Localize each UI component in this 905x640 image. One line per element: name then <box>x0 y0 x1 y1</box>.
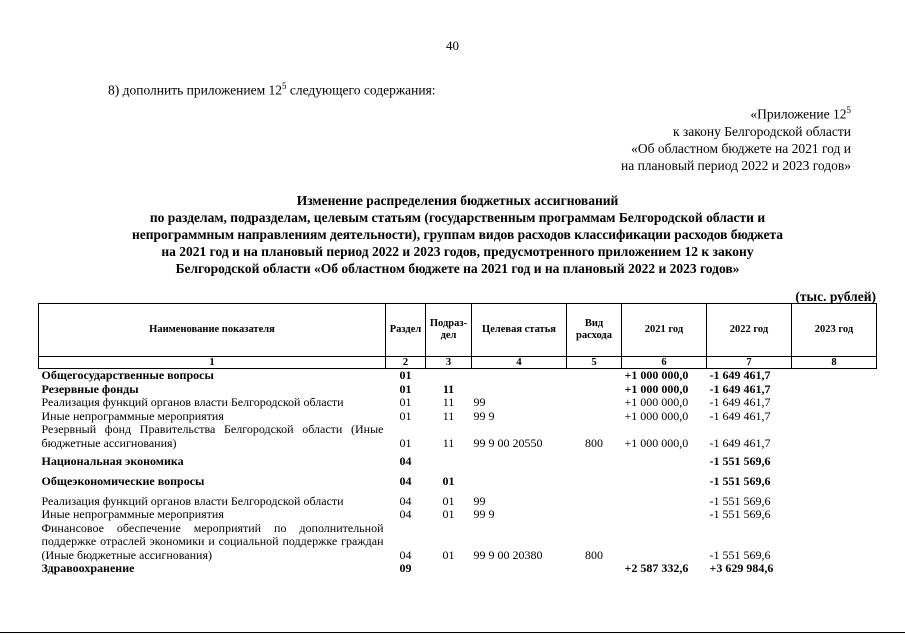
row-2022: -1 649 461,7 <box>709 408 771 423</box>
row-name: Иные непрограммные мероприятия <box>41 507 224 521</box>
row-razdel: 01 <box>399 435 412 450</box>
row-2023 <box>792 522 877 563</box>
row-vid <box>567 508 622 522</box>
table-row <box>39 383 877 397</box>
title-line4: на 2021 год и на плановый период 2022 и 2023 годов, предусмотренного приложением 12 к закону <box>161 244 754 259</box>
row-2022: -1 551 569,6 <box>709 453 771 468</box>
row-razdel: 09 <box>399 561 412 575</box>
header-target: Целевая статья <box>472 304 567 357</box>
col-number: 8 <box>792 357 877 369</box>
page-bottom-rule <box>0 632 905 633</box>
row-2021: +1 000 000,0 <box>624 368 689 382</box>
col-number: 2 <box>386 357 426 369</box>
intro-sup: 5 <box>282 81 287 91</box>
header-2021: 2021 год <box>622 304 707 357</box>
row-target: 99 9 <box>473 507 495 521</box>
row-2023 <box>792 450 877 468</box>
row-name: Иные непрограммные мероприятия <box>41 408 224 423</box>
row-2023 <box>792 369 877 383</box>
row-name: Реализация функций органов власти Белгородской области <box>41 493 344 508</box>
row-target: 99 9 00 20550 <box>473 435 543 450</box>
row-razdel: 01 <box>399 408 412 423</box>
row-podrazdel: 11 <box>442 408 455 423</box>
row-vid: 800 <box>585 547 603 562</box>
row-2021: +1 000 000,0 <box>624 408 689 423</box>
table-row <box>39 488 877 508</box>
header-2022: 2022 год <box>707 304 792 357</box>
row-vid <box>567 383 622 397</box>
intro-text <box>108 81 436 99</box>
row-podrazdel <box>426 562 472 576</box>
col-number: 6 <box>622 357 707 369</box>
row-vid <box>567 468 622 488</box>
appendix-line2: к закону Белгородской области <box>673 123 851 139</box>
row-vid <box>567 369 622 383</box>
row-target <box>472 369 567 383</box>
row-podrazdel: 11 <box>442 435 455 450</box>
table-row <box>39 423 877 450</box>
row-2021 <box>622 488 707 508</box>
table-row <box>39 450 877 468</box>
table-number-row <box>39 357 877 369</box>
row-2021: +2 587 332,6 <box>624 561 689 575</box>
col-number: 5 <box>567 357 622 369</box>
row-2023 <box>792 383 877 397</box>
appendix-line4: на плановый период 2022 и 2023 годов» <box>620 157 851 173</box>
title-line1: Изменение распределения бюджетных ассигнований <box>296 193 619 208</box>
appendix-line1: «Приложение 12 <box>750 106 847 122</box>
row-podrazdel: 01 <box>442 547 455 562</box>
row-target <box>472 468 567 488</box>
row-vid <box>567 562 622 576</box>
row-2021: +1 000 000,0 <box>624 381 689 396</box>
col-number: 7 <box>707 357 792 369</box>
document-title <box>40 192 875 277</box>
row-vid <box>567 396 622 410</box>
row-name: Резервные фонды <box>41 381 139 396</box>
row-2023 <box>792 423 877 450</box>
row-2021 <box>622 508 707 522</box>
appendix-line3: «Об областном бюджете на 2021 год и <box>631 140 851 156</box>
intro-rest: следующего содержания: <box>286 82 436 98</box>
row-2022: -1 649 461,7 <box>709 381 771 396</box>
table-row <box>39 369 877 383</box>
col-number: 4 <box>472 357 567 369</box>
row-2021 <box>622 450 707 468</box>
row-target: 99 <box>473 395 486 409</box>
row-name: Общегосударственные вопросы <box>41 368 214 382</box>
row-razdel: 04 <box>399 493 412 508</box>
row-razdel: 04 <box>399 473 412 488</box>
header-vid: Вид расхода <box>567 304 622 357</box>
row-razdel: 04 <box>399 507 412 521</box>
row-2022: +3 629 984,6 <box>709 561 774 575</box>
row-2022: -1 649 461,7 <box>709 368 771 382</box>
row-vid <box>567 488 622 508</box>
row-target <box>472 450 567 468</box>
table-row <box>39 396 877 410</box>
title-line2: по разделам, подразделам, целевым статьям (государственным программам Белгородской области и <box>149 210 766 225</box>
row-2023 <box>792 562 877 576</box>
row-2023 <box>792 508 877 522</box>
row-name: Реализация функций органов власти Белгородской области <box>41 395 344 409</box>
row-podrazdel <box>426 450 472 468</box>
col-number: 1 <box>39 357 386 369</box>
row-target: 99 9 <box>473 408 495 423</box>
row-2021: +1 000 000,0 <box>624 435 689 450</box>
row-2022: -1 649 461,7 <box>709 435 771 450</box>
row-2022: -1 551 569,6 <box>709 507 771 521</box>
row-razdel: 04 <box>399 547 412 562</box>
header-podrazdel: Подраз-дел <box>426 304 472 357</box>
table-row <box>39 508 877 522</box>
row-vid: 800 <box>585 435 603 450</box>
row-2023 <box>792 396 877 410</box>
row-vid <box>567 450 622 468</box>
row-2022: -1 551 569,6 <box>709 473 771 488</box>
table-row <box>39 522 877 563</box>
table-row <box>39 468 877 488</box>
header-2023: 2023 год <box>792 304 877 357</box>
header-name: Наименование показателя <box>39 304 386 357</box>
row-vid <box>567 410 622 424</box>
row-2021 <box>622 468 707 488</box>
header-razdel: Раздел <box>386 304 426 357</box>
title-line5: Белгородской области «Об областном бюджете на 2021 год и на плановый 2022 и 2023 годов» <box>175 261 740 276</box>
units-label: (тыс. рублей) <box>795 289 876 304</box>
row-2023 <box>792 468 877 488</box>
row-2023 <box>792 488 877 508</box>
table-row <box>39 562 877 576</box>
row-name: Национальная экономика <box>41 453 184 468</box>
row-name: Общеэкономические вопросы <box>41 473 205 488</box>
row-target <box>472 562 567 576</box>
title-line3: непрограммным направлениям деятельности), группам видов расходов классификации расходов бюджета <box>131 227 784 242</box>
row-2021: +1 000 000,0 <box>624 395 689 409</box>
row-podrazdel: 01 <box>442 507 455 521</box>
intro-main: 8) дополнить приложением 12 <box>108 82 283 98</box>
row-podrazdel: 11 <box>442 395 455 409</box>
budget-table <box>38 303 877 576</box>
row-target: 99 9 00 20380 <box>473 547 543 562</box>
col-number: 3 <box>426 357 472 369</box>
row-podrazdel: 11 <box>442 381 455 396</box>
row-2023 <box>792 410 877 424</box>
table-row <box>39 410 877 424</box>
row-podrazdel: 01 <box>442 473 455 488</box>
row-razdel: 01 <box>399 381 412 396</box>
row-name: Финансовое обеспечение мероприятий по дополнительной поддержке отраслей экономики и социальной поддержке граждан (Иные бюджетные ассигнования) <box>41 520 384 562</box>
row-target: 99 <box>473 493 486 508</box>
row-name: Здравоохранение <box>41 561 135 575</box>
row-podrazdel <box>426 369 472 383</box>
row-target <box>472 383 567 397</box>
row-2022: -1 551 569,6 <box>709 493 771 508</box>
row-podrazdel: 01 <box>442 493 455 508</box>
appendix-line1-sup: 5 <box>846 105 851 115</box>
row-2022: -1 649 461,7 <box>709 395 771 409</box>
row-2021 <box>622 522 707 563</box>
table-header-row <box>39 304 877 357</box>
row-name: Резервный фонд Правительства Белгородской области (Иные бюджетные ассигнования) <box>41 422 384 450</box>
page-number: 40 <box>446 38 459 53</box>
row-razdel: 01 <box>399 395 412 409</box>
row-2022: -1 551 569,6 <box>709 547 771 562</box>
row-razdel: 01 <box>399 368 412 382</box>
row-razdel: 04 <box>399 453 412 468</box>
appendix-header <box>621 102 851 174</box>
